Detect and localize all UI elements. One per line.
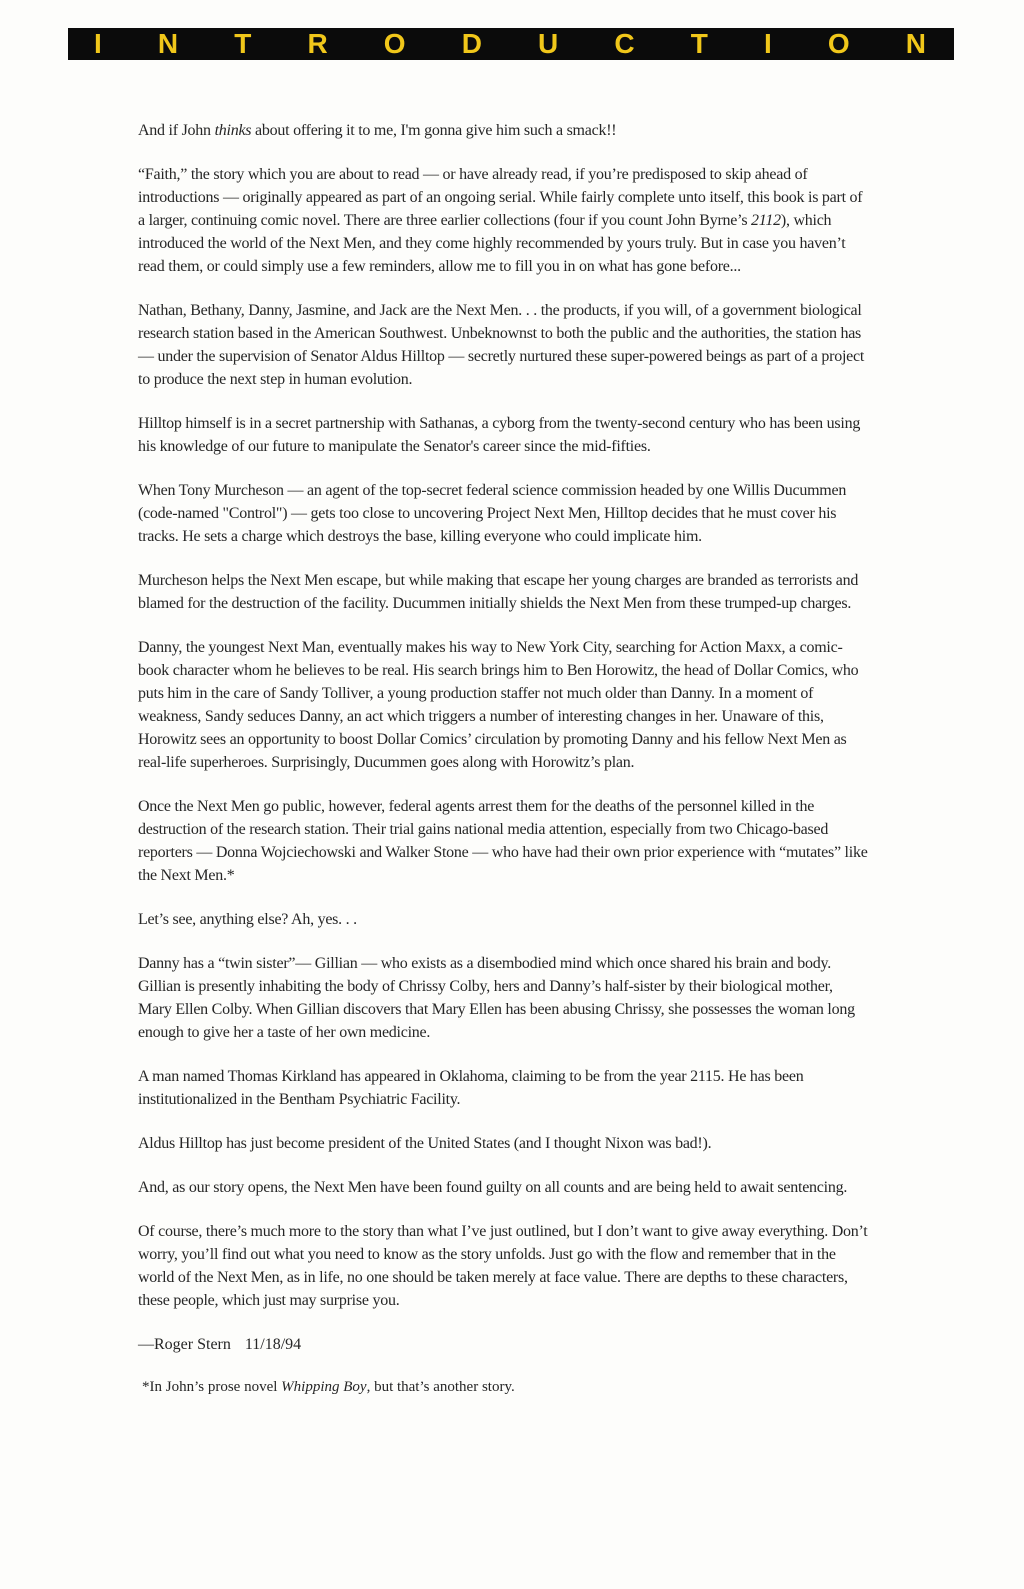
paragraph-text: ), which introduced the world of the Next Men, and they come highly recommended by yours truly. But in case you haven’t read them, or could simply use a few reminders, allow me to fill you in on what has gone before...: [138, 212, 846, 275]
emphasis-text: Whipping Boy: [281, 1379, 367, 1395]
title-letter: O: [827, 28, 850, 59]
paragraph-opening: [138, 119, 868, 142]
paragraph-hilltop: Hilltop himself is in a secret partnership with Sathanas, a cyborg from the twenty-second century who has been using his knowledge of our future to manipulate the Senator's career since the mid-fifties.: [138, 415, 861, 455]
title-letter: D: [461, 28, 482, 59]
paragraph-president: Aldus Hilltop has just become president of the United States (and I thought Nixon was bad!).: [138, 1135, 712, 1152]
title-letter: C: [614, 28, 635, 59]
paragraph-trial: Once the Next Men go public, however, federal agents arrest them for the deaths of the personnel killed in the destruction of the research station. Their trial gains national media attention, especially from two Chicago-based reporters — Donna Wojciechowski and Walker Stone — who have had their own prior experience with “mutates” like the Next Men.*: [138, 798, 868, 884]
title-letter: T: [234, 28, 252, 59]
paragraph-kirkland: A man named Thomas Kirkland has appeared in Oklahoma, claiming to be from the year 2115. He has been institutionalized in the Bentham Psychiatric Facility.: [138, 1068, 804, 1108]
emphasis-text: 2112: [751, 212, 781, 229]
paragraph-sentencing: And, as our story opens, the Next Men have been found guilty on all counts and are being held to await sentencing.: [138, 1179, 848, 1196]
footnote: [142, 1376, 868, 1398]
paragraph-text: “Faith,” the story which you are about to read — or have already read, if you’re predisposed to skip ahead of introductions — originally appeared as part of an ongoing serial. While fairly complete unto itself, this book is part of a larger, continuing comic novel. There are three earlier collections (four if you count John Byrne’s: [138, 166, 863, 229]
paragraph-murcheson: When Tony Murcheson — an agent of the top-secret federal science commission headed by one Willis Ducummen (code-named "Control") — gets too close to uncovering Project Next Men, Hilltop decides that he must cover his tracks. He sets a charge which destroys the base, killing everyone who could implicate him.: [138, 482, 847, 545]
title-letter: I: [763, 28, 772, 59]
title-letter: T: [690, 28, 708, 59]
signature-author: —Roger Stern: [138, 1336, 231, 1353]
signature: [138, 1333, 868, 1356]
paragraph-faith: [138, 163, 868, 278]
paragraph-gillian: Danny has a “twin sister”— Gillian — who exists as a disembodied mind which once shared his brain and body. Gillian is presently inhabiting the body of Chrissy Colby, hers and Danny’s half-sister by their biological mother, Mary Ellen Colby. When Gillian discovers that Mary Ellen has been abusing Chrissy, she possesses the woman long enough to give her a taste of her own medicine.: [138, 955, 855, 1041]
title-letter: N: [905, 28, 926, 59]
paragraph-text: And if John: [138, 122, 215, 139]
title-letter: U: [538, 28, 559, 59]
introduction-title-bar: [68, 28, 954, 60]
title-letter: I: [94, 28, 102, 59]
paragraph-anything-else: Let’s see, anything else? Ah, yes. . .: [138, 911, 357, 928]
title-letter: R: [307, 28, 328, 59]
paragraph-text: about offering it to me, I'm gonna give him such a smack!!: [251, 122, 617, 139]
paragraph-next-men: Nathan, Bethany, Danny, Jasmine, and Jack are the Next Men. . . the products, if you will, of a government biological research station based in the American Southwest. Unbeknownst to both the public and the authorities, the station has — under the supervision of Senator Aldus Hilltop — secretly nurtured these super-powered beings as part of a project to produce the next step in human evolution.: [138, 302, 865, 388]
paragraph-danny: Danny, the youngest Next Man, eventually makes his way to New York City, searching for Action Maxx, a comic-book character whom he believes to be real. His search brings him to Ben Horowitz, the head of Dollar Comics, who puts him in the care of Sandy Tolliver, a young production staffer not much older than Danny. In a moment of weakness, Sandy seduces Danny, an act which triggers a number of interesting changes in her. Unaware of this, Horowitz sees an opportunity to boost Dollar Comics’ circulation by promoting Danny and his fellow Next Men as real-life superheroes. Surprisingly, Ducummen goes along with Horowitz’s plan.: [138, 639, 859, 771]
introduction-body: [138, 119, 868, 1398]
footnote-text: *In John’s prose novel: [142, 1379, 282, 1395]
paragraph-closing: Of course, there’s much more to the story than what I’ve just outlined, but I don’t want to give away everything. Don’t worry, you’ll find out what you need to know as the story unfolds. Just go with the flow and remember that in the world of the Next Men, as in life, no one should be taken merely at face value. There are depths to these characters, these people, which just may surprise you.: [138, 1223, 868, 1309]
paragraph-escape: Murcheson helps the Next Men escape, but while making that escape her young charges are branded as terrorists and blamed for the destruction of the facility. Ducummen initially shields the Next Men from these trumped-up charges.: [138, 572, 859, 612]
footnote-text: , but that’s another story.: [366, 1379, 515, 1395]
title-letter: O: [383, 28, 406, 59]
signature-date: 11/18/94: [244, 1336, 302, 1353]
emphasis-text: thinks: [214, 122, 252, 139]
title-letter: N: [157, 28, 179, 59]
